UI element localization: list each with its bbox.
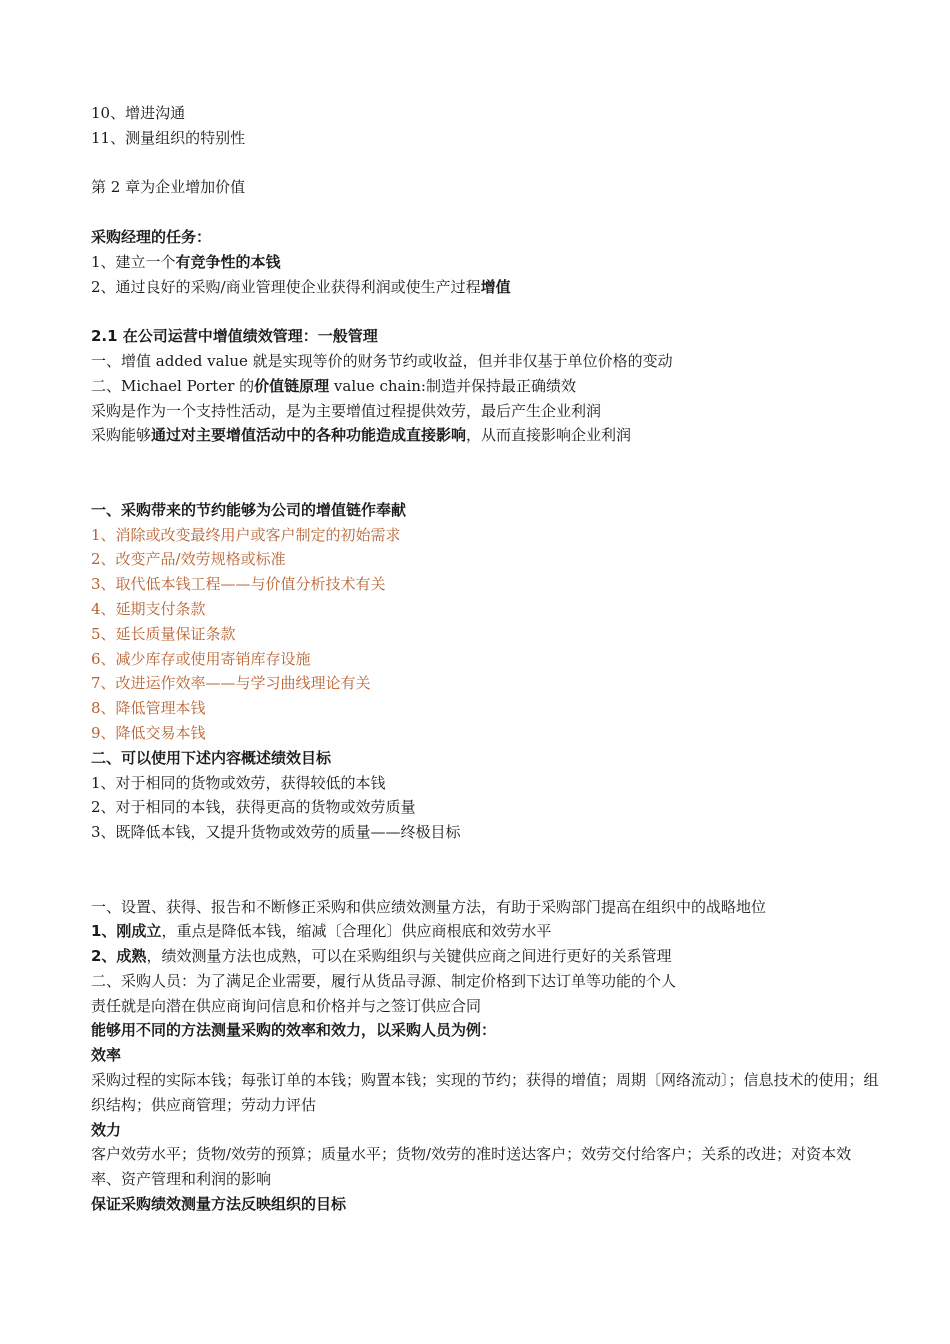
list-item: 7、改进运作效率——与学习曲线理论有关: [91, 674, 371, 693]
section-heading: 2.1 在公司运营中增值绩效管理：一般管理: [91, 327, 378, 346]
paragraph-effectiveness: 客户效劳水平；货物/效劳的预算；质量水平；货物/效劳的准时送达客户；效劳交付给客户；关系的改进；对资本效率、资产管理和利润的影响: [91, 1145, 852, 1189]
bold-text: 价值链原理: [254, 376, 330, 395]
text-line: 一、增值 added value 就是实现等价的财务节约或收益，但并非仅基于单位价格的变动: [91, 351, 673, 370]
list-item: 2、改变产品/效劳规格或标准: [91, 550, 286, 569]
bold-text: 1、刚成立: [91, 922, 162, 941]
text-line: 二、采购人员：为了满足企业需要，履行从货品寻源、制定价格到下达订单等功能的个人: [91, 971, 677, 990]
section-heading: 二、可以使用下述内容概述绩效目标: [91, 748, 332, 767]
list-item: 2、对于相同的本钱，获得更高的货物或效劳质量: [91, 798, 416, 817]
list-item: 3、既降低本钱，又提升货物或效劳的质量——终极目标: [91, 823, 461, 842]
subheading-effectiveness: 效力: [91, 1120, 122, 1139]
bold-text: 增值: [480, 277, 511, 296]
bold-text: 2、成熟: [91, 947, 147, 966]
section-heading: 一、采购带来的节约能够为公司的增值链作奉献: [91, 500, 407, 519]
list-item: 6、减少库存或使用寄销库存设施: [91, 649, 311, 668]
text-line: 10、增进沟通: [91, 104, 186, 122]
text-line: 1、建立一个有竞争性的本钱: [91, 252, 281, 271]
text-line: 2、通过良好的采购/商业管理使企业获得利润或使生产过程增值: [91, 277, 511, 296]
list-item: 1、消除或改变最终用户或客户制定的初始需求: [91, 525, 401, 544]
subheading-efficiency: 效率: [91, 1046, 122, 1065]
list-item: 5、延长质量保证条款: [91, 624, 236, 643]
text-line: 责任就是向潜在供应商询问信息和价格并与之签订供应合同: [91, 996, 482, 1015]
section-heading: 采购经理的任务：: [91, 227, 212, 246]
bold-text: 有竞争性的本钱: [175, 252, 281, 271]
paragraph-efficiency: 采购过程的实际本钱；每张订单的本钱；购置本钱；实现的节约；获得的增值；周期〔网络流动〕；信息技术的使用；组织结构；供应商管理；劳动力评估: [91, 1071, 879, 1114]
section-heading: 能够用不同的方法测量采购的效率和效力，以采购人员为例：: [91, 1021, 497, 1040]
list-item: 9、降低交易本钱: [91, 723, 206, 742]
chapter-heading: 第 2 章为企业增加价值: [91, 178, 246, 197]
text-line: 二、Michael Porter 的价值链原理 value chain:制造并保持最正确绩效: [91, 376, 576, 395]
document-page: [91, 101, 881, 1217]
list-item: 1、对于相同的货物或效劳，获得较低的本钱: [91, 773, 386, 792]
text-line: 11、测量组织的特别性: [91, 128, 246, 147]
list-item: 4、延期支付条款: [91, 599, 206, 618]
text-line: 一、设置、获得、报告和不断修正采购和供应绩效测量方法，有助于采购部门提高在组织中的战略地位: [91, 897, 767, 916]
text-line: 采购是作为一个支持性活动，是为主要增值过程提供效劳，最后产生企业利润: [91, 401, 602, 420]
list-item: 3、取代低本钱工程——与价值分析技术有关: [91, 575, 386, 594]
list-item: 8、降低管理本钱: [91, 699, 206, 718]
section-heading: 保证采购绩效测量方法反映组织的目标: [91, 1195, 347, 1214]
bold-text: 通过对主要增值活动中的各种功能造成直接影响: [151, 426, 467, 445]
text-line: 采购能够通过对主要增值活动中的各种功能造成直接影响，从而直接影响企业利润: [91, 426, 632, 445]
text-line: 2、成熟，绩效测量方法也成熟，可以在采购组织与关键供应商之间进行更好的关系管理: [91, 947, 672, 966]
text-line: 1、刚成立，重点是降低本钱，缩减〔合理化〕供应商根底和效劳水平: [91, 922, 552, 941]
